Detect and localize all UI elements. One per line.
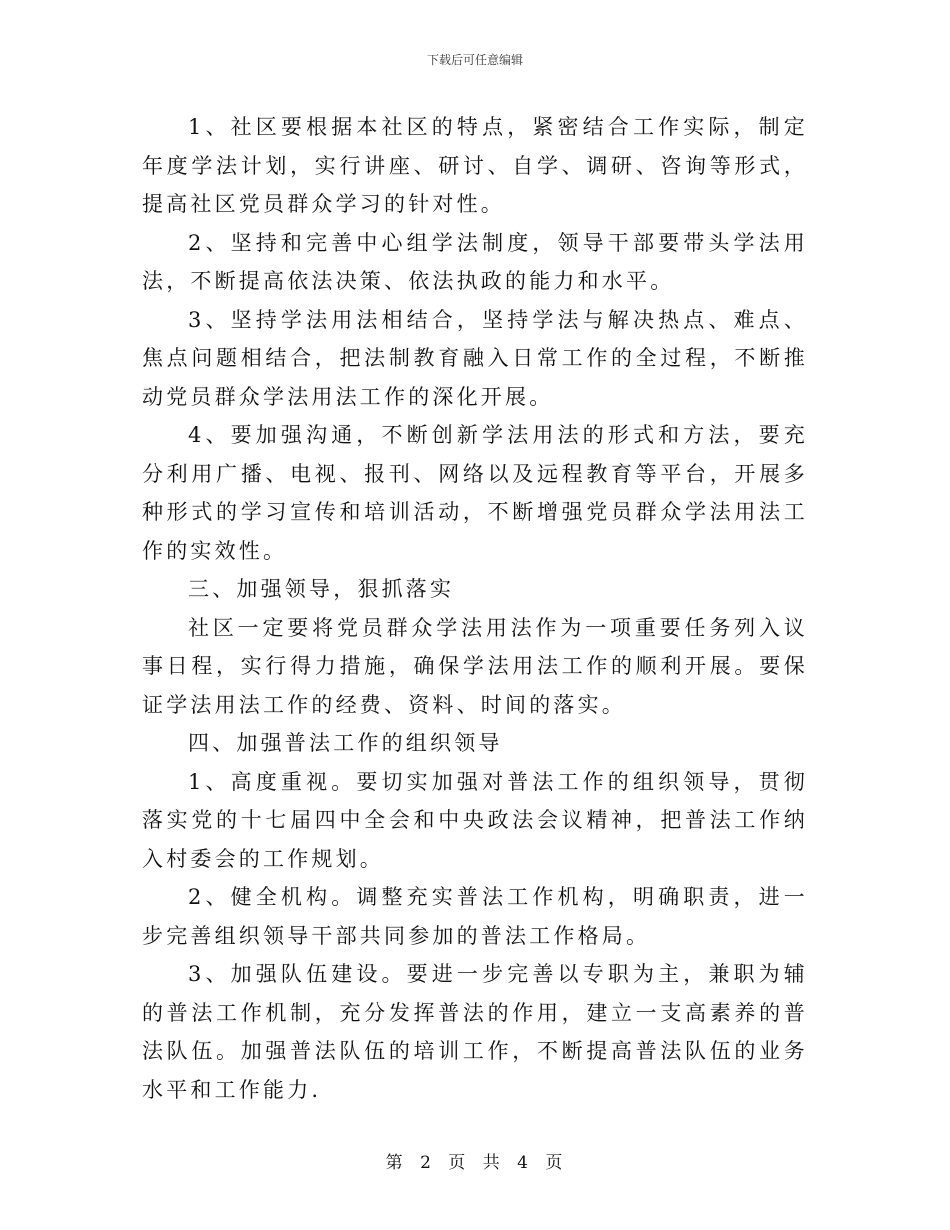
- document-body: [142, 108, 808, 1109]
- section-heading-three: 三、加强领导，狠抓落实: [188, 577, 455, 601]
- paragraph-item-3: 3、坚持学法用法相结合，坚持学法与解决热点、难点、焦点问题相结合，把法制教育融入日常工作的全过程，不断推动党员群众学法用法工作的深化开展。: [142, 307, 808, 409]
- page-number: 第 2 页 共 4 页: [385, 1153, 565, 1173]
- paragraph-item-4: 4、要加强沟通，不断创新学法用法的形式和方法，要充分利用广播、电视、报刊、网络以及远程教育等平台，开展多种形式的学习宣传和培训活动，不断增强党员群众学法用法工作的实效性。: [142, 423, 808, 563]
- section-four-item-3: 3、加强队伍建设。要进一步完善以专职为主，兼职为辅的普法工作机制，充分发挥普法的作用，建立一支高素养的普法队伍。加强普法队伍的培训工作，不断提高普法队伍的业务水平和工作能力.: [142, 962, 808, 1102]
- section-three-paragraph: 社区一定要将党员群众学法用法作为一项重要任务列入议事日程，实行得力措施，确保学法用法工作的顺利开展。要保证学法用法工作的经费、资料、时间的落实。: [142, 615, 808, 717]
- paragraph-item-1: 1、社区要根据本社区的特点，紧密结合工作实际，制定年度学法计划，实行讲座、研讨、自学、调研、咨询等形式，提高社区党员群众学习的针对性。: [142, 115, 808, 216]
- section-heading-four: 四、加强普法工作的组织领导: [188, 731, 503, 755]
- section-four-item-2: 2、健全机构。调整充实普法工作机构，明确职责，进一步完善组织领导干部共同参加的普法工作格局。: [142, 885, 808, 948]
- paragraph-item-2: 2、坚持和完善中心组学法制度，领导干部要带头学法用法，不断提高依法决策、依法执政的能力和水平。: [142, 230, 808, 293]
- section-four-item-1: 1、高度重视。要切实加强对普法工作的组织领导，贯彻落实党的十七届四中全会和中央政法会议精神，把普法工作纳入村委会的工作规划。: [142, 769, 808, 871]
- page-header: 下载后可任意编辑: [426, 53, 523, 67]
